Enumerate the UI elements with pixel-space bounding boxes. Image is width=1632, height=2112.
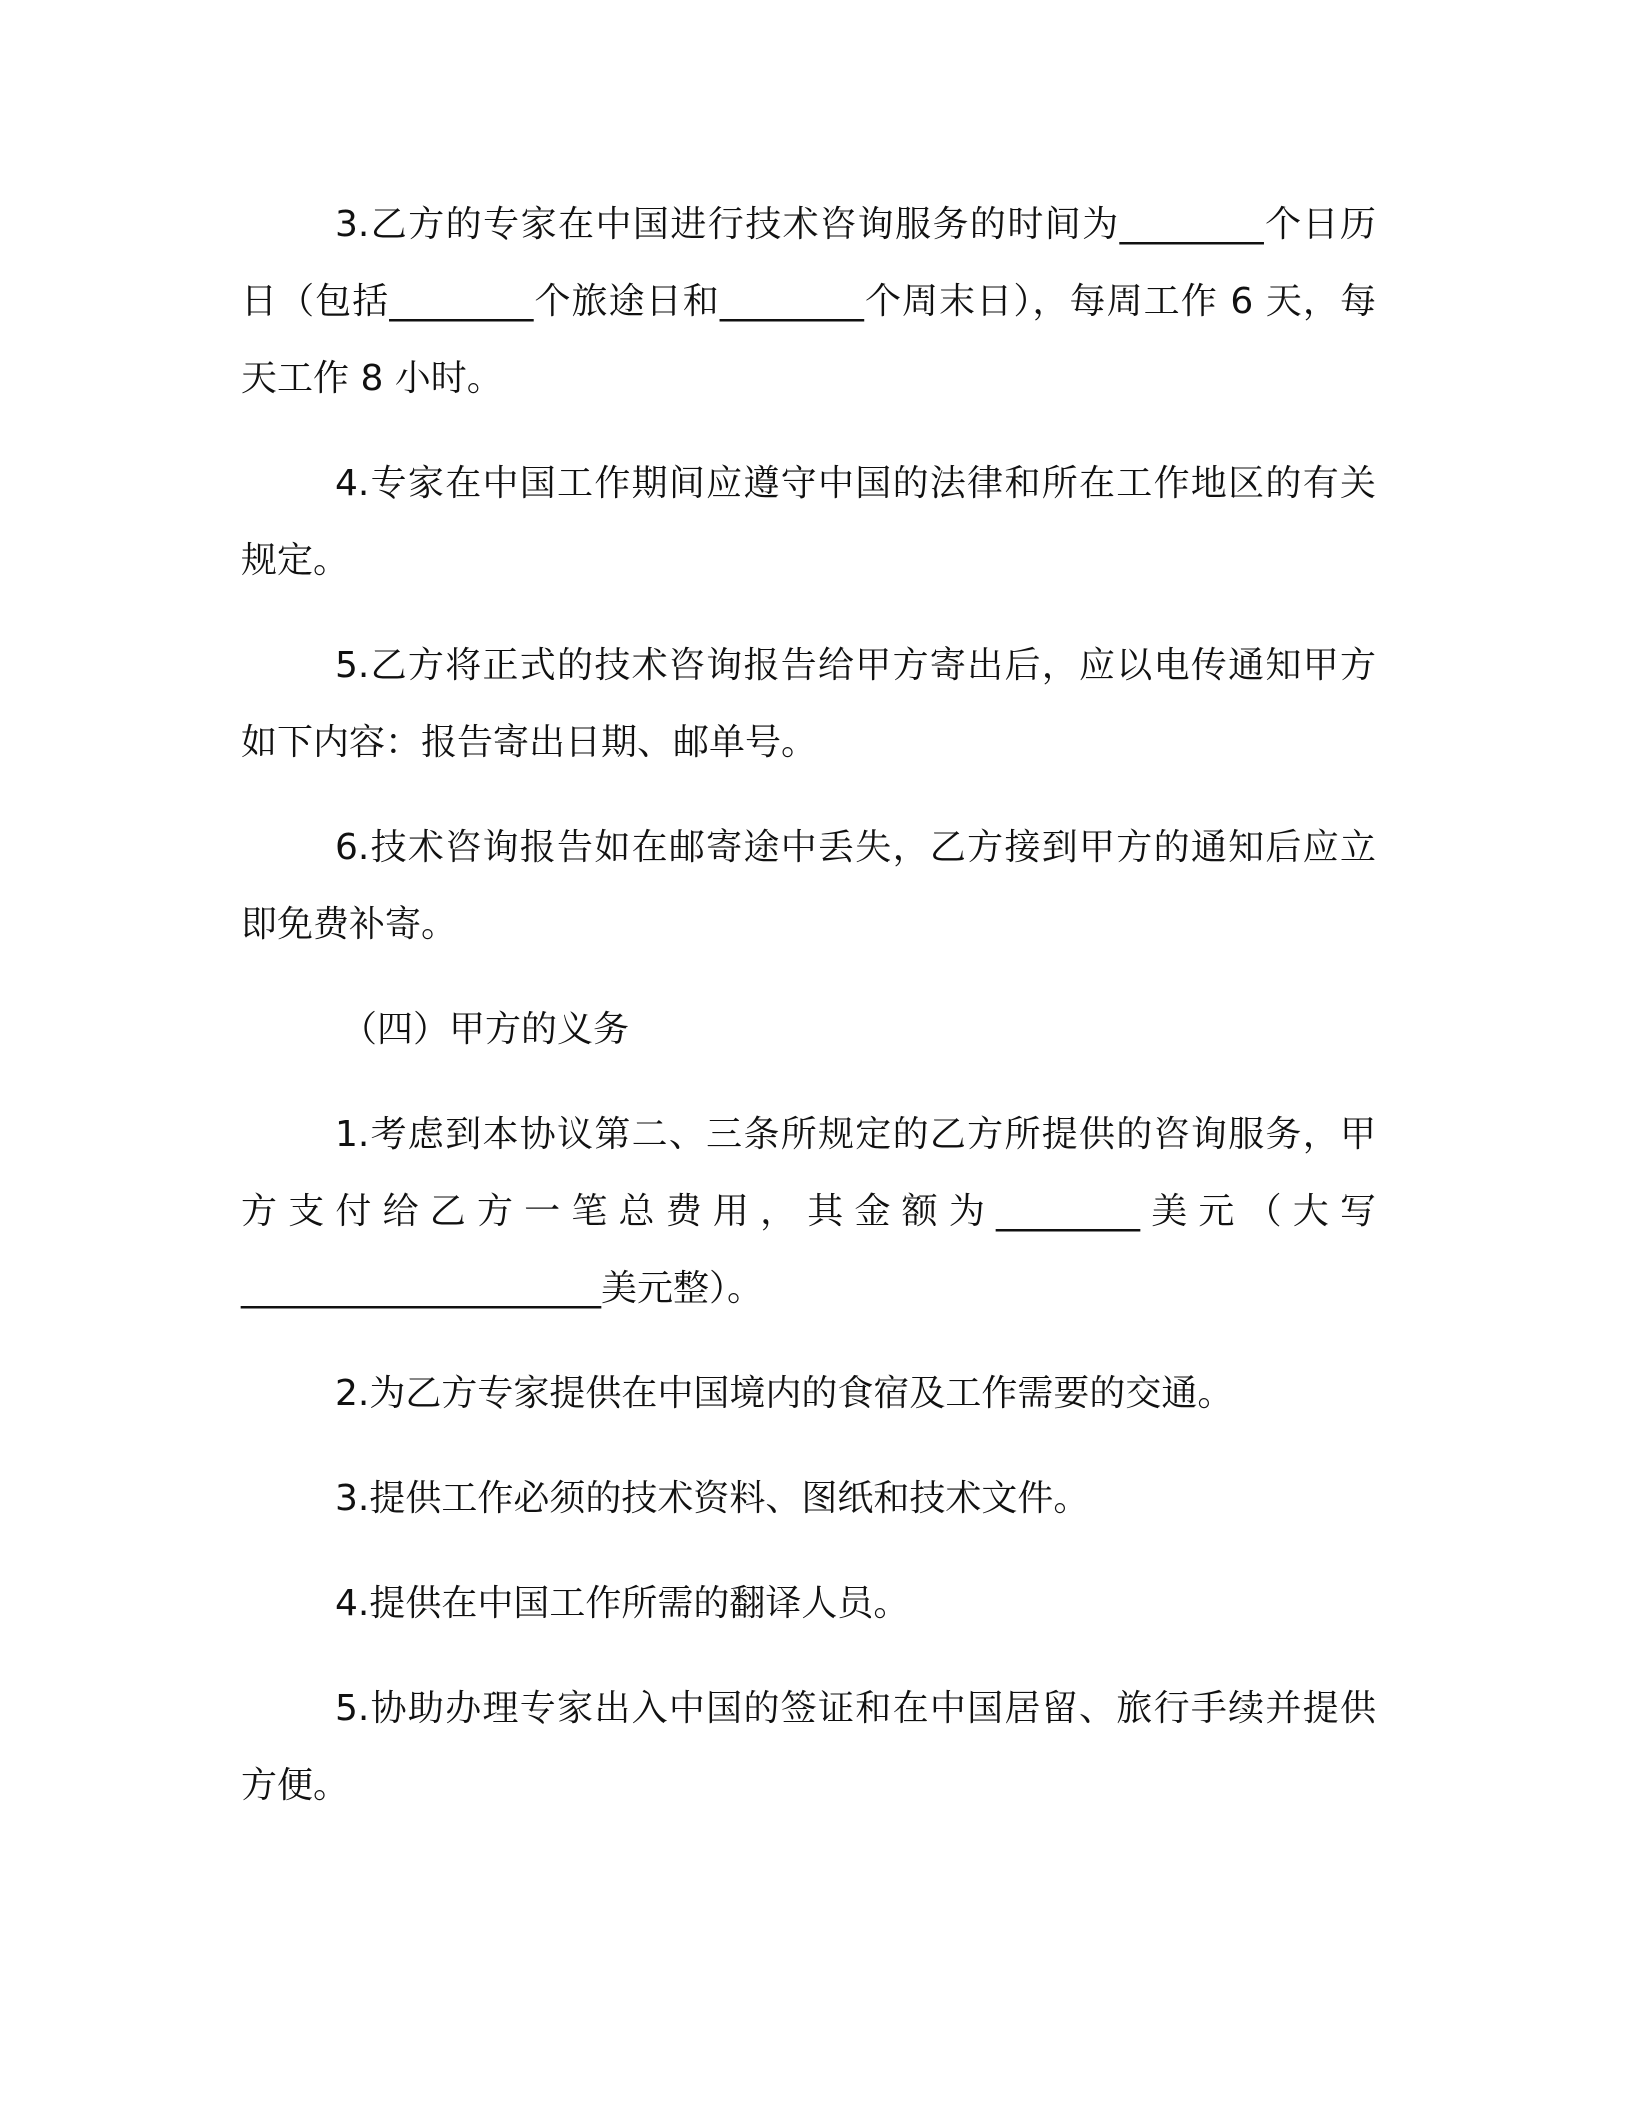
- obligation-5-visa-assistance: 5.协助办理专家出入中国的签证和在中国居留、旅行手续并提供方便。: [241, 1688, 1376, 1806]
- clause-5-report-notice: 5.乙方将正式的技术咨询报告给甲方寄出后，应以电传通知甲方如下内容：报告寄出日期、邮单号。: [241, 645, 1376, 763]
- obligation-3-technical-documents: 3.提供工作必须的技术资料、图纸和技术文件。: [335, 1478, 1090, 1519]
- obligation-1-payment: 1.考虑到本协议第二、三条所规定的乙方所提供的咨询服务，甲方支付给乙方一笔总费用，其金额为________美元（大写____________________美元整）。: [241, 1114, 1376, 1309]
- clause-3-consulting-period: 3.乙方的专家在中国进行技术咨询服务的时间为________个日历日（包括________个旅途日和________个周末日），每周工作 6 天，每天工作 8 小时。: [241, 204, 1376, 399]
- obligation-2-accommodation: 2.为乙方专家提供在中国境内的食宿及工作需要的交通。: [335, 1373, 1234, 1414]
- obligation-4-translators: 4.提供在中国工作所需的翻译人员。: [335, 1583, 910, 1624]
- clause-6-lost-report: 6.技术咨询报告如在邮寄途中丢失，乙方接到甲方的通知后应立即免费补寄。: [241, 827, 1376, 945]
- clause-4-obey-laws: 4.专家在中国工作期间应遵守中国的法律和所在工作地区的有关规定。: [241, 463, 1376, 581]
- document-body: [241, 186, 1376, 1852]
- section-heading-party-a-obligations: （四）甲方的义务: [341, 1009, 630, 1050]
